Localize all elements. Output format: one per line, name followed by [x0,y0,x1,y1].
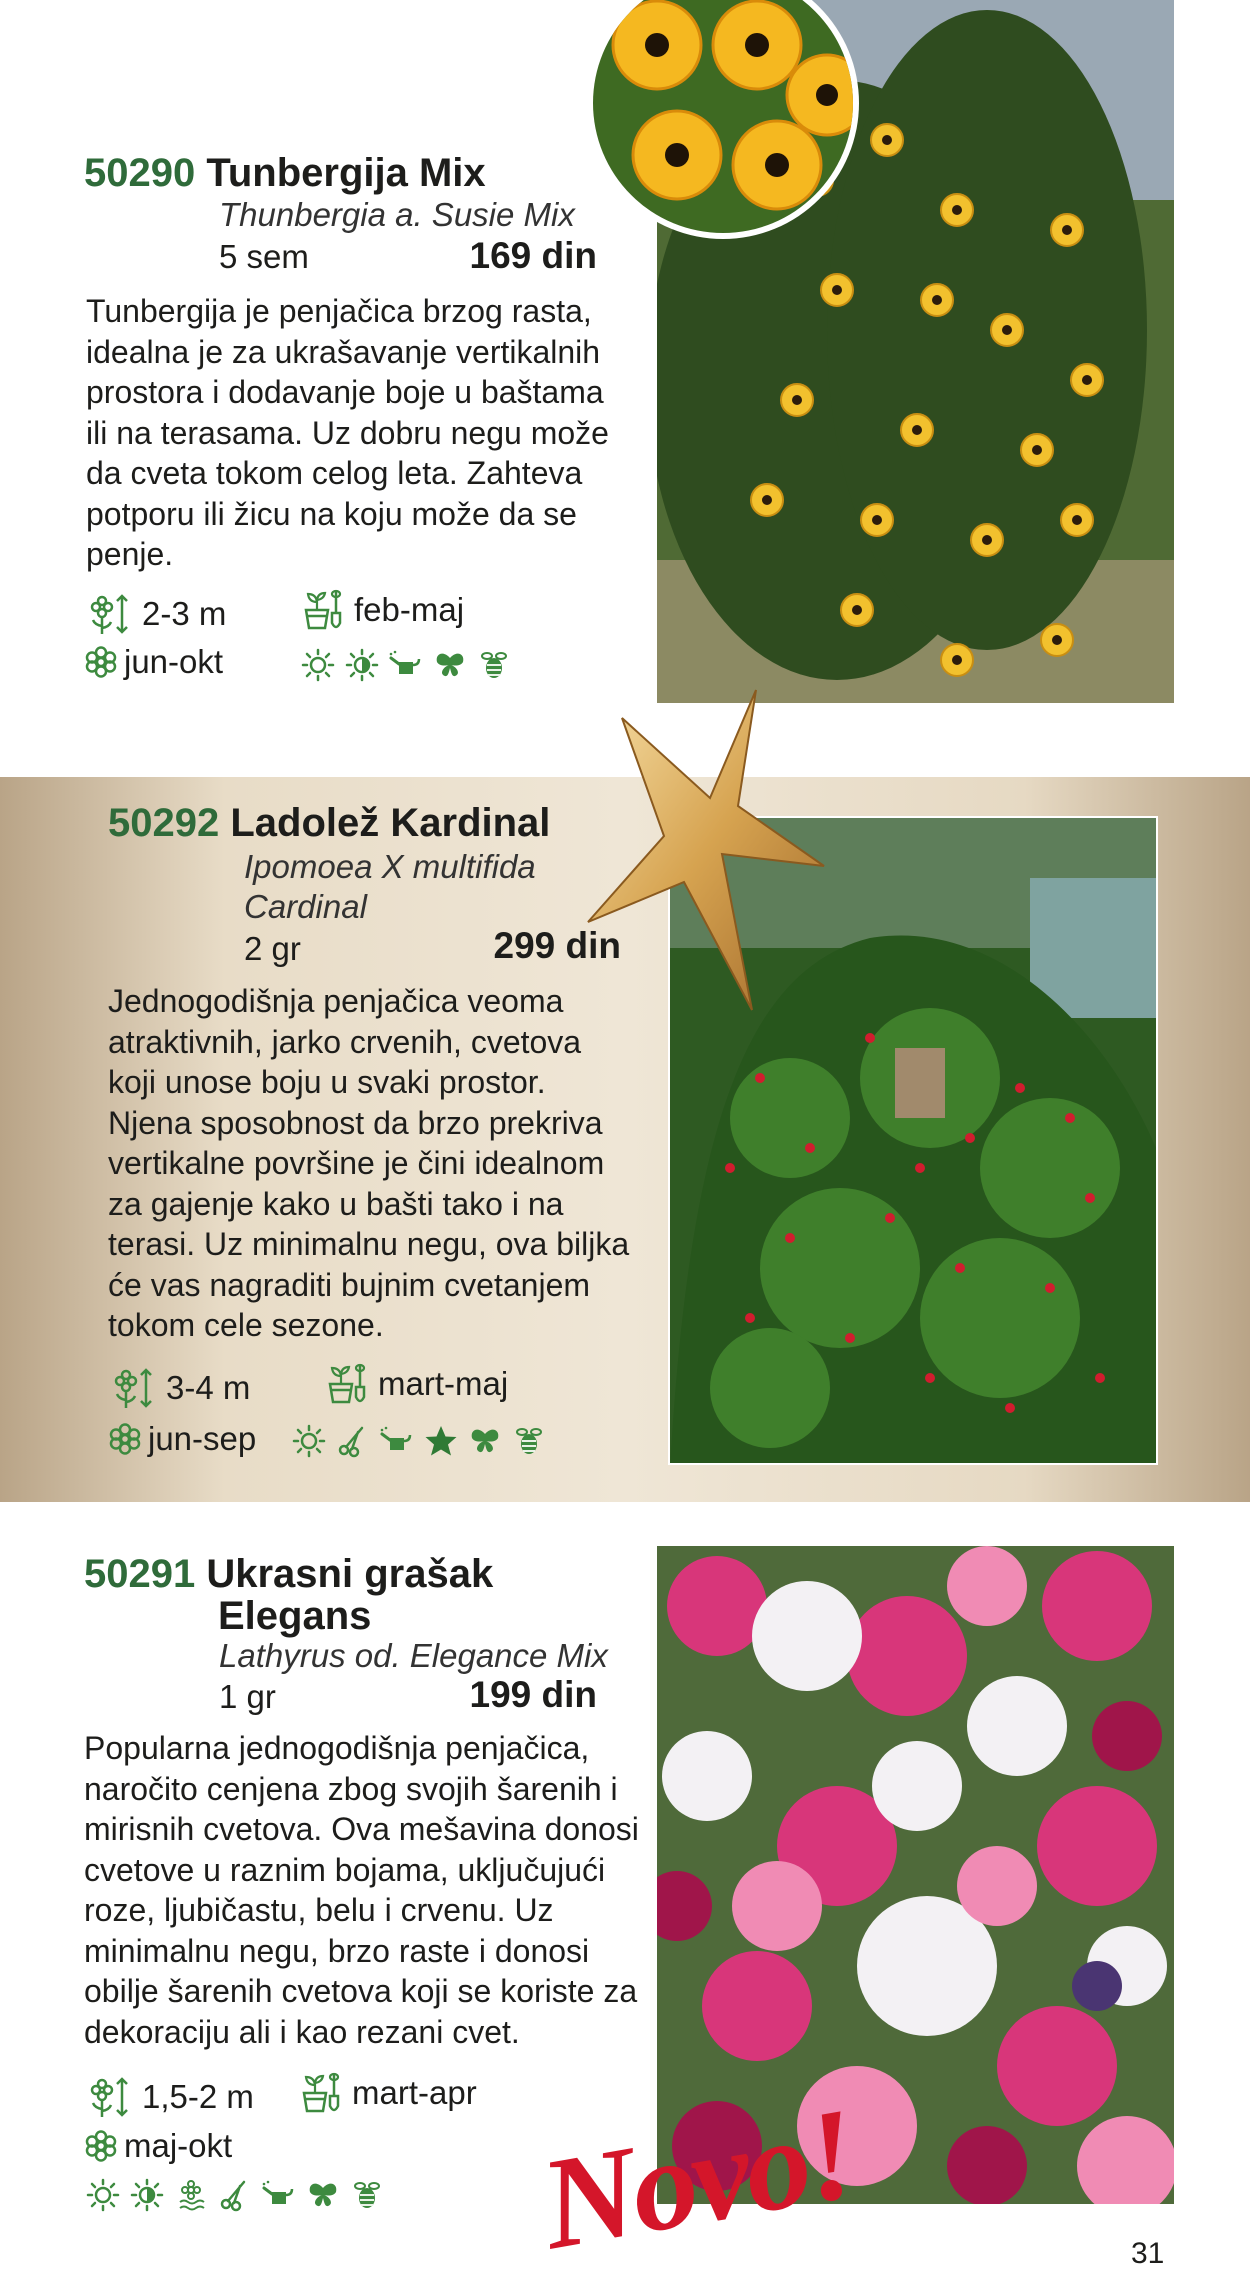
flower-icon [84,645,118,679]
product-quantity: 1 gr [219,1678,276,1715]
product-code: 50290 [84,151,196,195]
fragrance-flower-icon [174,2178,208,2212]
sowing-period: mart-apr [298,2071,477,2115]
product-description: Popularna jednogodišnja penjačica, naročito cenjena zbog svojih šarenih i mirisnih cvetova. Ova mešavina donosi cvetove u raznim bojama, uključujući roze, ljubičastu, belu i crvenu. Uz minimalnu negu, brzo raste i donosi obilje šarenih cvetova koji se koriste za dekoraciju ali i kao rezani cvet. [84,1730,639,2050]
product-title [84,1553,493,1637]
product-description: Jednogodišnja penjačica veoma atraktivnih, jarko crvenih, cvetova koji unose boju u svaki prostor. Njena sposobnost da brzo prekriva vertikalne površine je čini idealnom za gajenje kako u bašti tako i na terasi. Uz minimalnu negu, ova biljka će vas nagraditi bujnim cvetanjem tokom cele sezone. [108,983,630,1343]
watering-can-icon [389,648,423,682]
sowing-icon [300,588,348,632]
product-latin-name: Ipomoea X multifida Cardinal [244,848,536,925]
height-info: 3-4 m [108,1366,250,1410]
plant-height-icon [108,1366,160,1410]
flower-icon [84,2129,118,2163]
product-quantity: 2 gr [244,930,301,967]
product-name: Ladolež Kardinal [230,801,551,845]
height-info: 2-3 m [84,592,226,636]
sun-icon [301,648,335,682]
product-latin-name: Lathyrus od. Elegance Mix [219,1637,608,1674]
product-code: 50292 [108,801,220,845]
product-quantity: 5 sem [219,238,309,275]
novo-badge-text: Novo! [531,2081,864,2250]
star-icon [424,1424,458,1458]
bee-icon [477,648,511,682]
product-inset-photo-thunbergia [577,0,869,240]
flowering-period: maj-okt [84,2124,232,2168]
watering-can-icon [262,2178,296,2212]
half-shade-icon [130,2178,164,2212]
sowing-period: feb-maj [300,588,464,632]
height-info: 1,5-2 m [84,2075,254,2119]
sun-icon [292,1424,326,1458]
product-title [108,802,550,844]
care-icons [86,2178,384,2212]
care-icons [301,648,511,682]
sowing-icon [298,2071,346,2115]
watering-can-icon [380,1424,414,1458]
product-description: Tunbergija je penjačica brzog rasta, idealna je za ukrašavanje vertikalnih prostora i dodavanje boje u baštama ili na terasama. Uz dobru negu može da cveta tokom celog leta. Zahteva potporu ili žicu na koju može da se penje. [86,293,609,572]
plant-height-icon [84,592,136,636]
product-code: 50291 [84,1552,196,1596]
bee-icon [512,1424,546,1458]
scissors-icon [336,1424,370,1458]
butterfly-icon [433,648,467,682]
scissors-icon [218,2178,252,2212]
flowering-period: jun-sep [108,1417,256,1461]
care-icons [292,1424,546,1458]
product-name: Tunbergija Mix [206,151,486,195]
butterfly-icon [468,1424,502,1458]
gold-star-decoration [580,686,830,1016]
sowing-period: mart-maj [324,1362,508,1406]
plant-height-icon [84,2075,136,2119]
product-price: 169 din [469,235,597,276]
half-shade-icon [345,648,379,682]
butterfly-icon [306,2178,340,2212]
product-latin-name: Thunbergia a. Susie Mix [219,196,575,233]
sun-icon [86,2178,120,2212]
product-title [84,152,486,194]
sowing-icon [324,1362,372,1406]
bee-icon [350,2178,384,2212]
flowering-period: jun-okt [84,640,223,684]
product-name-line-1: Ukrasni grašak [206,1552,494,1596]
product-name-line-2: Elegans [218,1594,372,1638]
product-price: 199 din [469,1674,597,1715]
page-number: 31 [1131,2237,1165,2270]
flower-icon [108,1422,142,1456]
novo-badge [530,2080,890,2250]
product-price: 299 din [493,925,621,966]
